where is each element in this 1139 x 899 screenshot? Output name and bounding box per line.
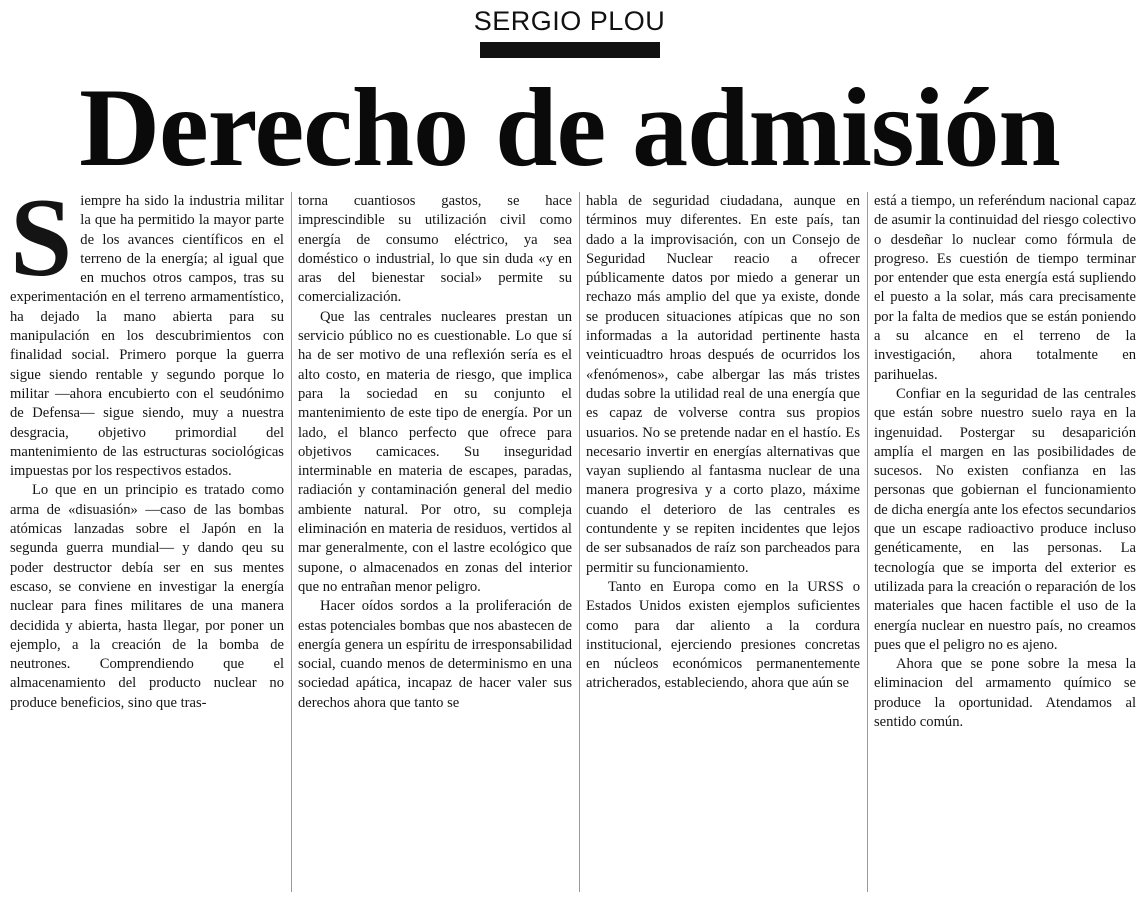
column-divider <box>867 192 868 892</box>
paragraph: Confiar en la seguridad de las centrales que están sobre nuestro suelo raya en la ingenuidad. Postergar su desaparición amplía el margen en las posibilidades de sucesos. No existen confianza en las personas que gobiernan el funcionamiento de dicha energía ante los efectos secundarios que un escape radioactivo produce incluso genéticamente, en las personas. La tecnología que se importa del exterior es utilizada para la creación o reparación de los materiales que hacen factible el uso de la energía nuclear en nuestro país, no creamos pues que el peligro no es ajeno. <box>874 385 1136 653</box>
article-column-4 <box>874 192 1136 892</box>
paragraph: Lo que en un principio es tratado como arma de «disuasión» —caso de las bombas atómicas lanzadas sobre el Japón en la segunda guerra mundial— y dando qeu su poder destructor debía ser en sus mentes escaso, se conviene en investigar la energía nuclear para fines militares de una manera decidida y abierta, hasta llegar, por poner un ejemplo, a la creación de la bomba de neutrones. Comprendiendo que el almacenamiento del producto nuclear no produce beneficios, sino que tras- <box>10 482 284 711</box>
paragraph: Hacer oídos sordos a la proliferación de estas potenciales bombas que nos abastecen de energía genera un espíritu de irresponsabilidad social, cuando menos de determinismo en una sociedad apática, incapaz de hacer valer sus derechos ahora que tanto se <box>298 598 572 711</box>
column-divider <box>291 192 292 892</box>
paragraph: habla de seguridad ciudadana, aunque en términos muy diferentes. En este país, tan dado a la improvisación, con un Consejo de Seguridad Nuclear reacio a ofrecer públicamente datos por miedo a generar un rechazo más amplio del que ya existe, donde se producen situaciones atípicas que no son informadas a la autoridad pertinente hasta veinticuadtro hroas después de ocurridos los «fenómenos», cabe albergar las más tristes dudas sobre la utilidad real de una energía que es capaz de volverse contra sus propios usuarios. No se pretende nadar en el hastío. Es necesario invertir en energías alternativas que vayan supliendo al fantasma nuclear de una manera progresiva y a corto plazo, máxime cuando el deterioro de las centrales es contundente y se repiten incidentes que lejos de ser subsanados de raíz son parcheados para permitir su funcionamiento. <box>586 193 860 576</box>
drop-cap: S <box>10 192 73 300</box>
article-body <box>10 192 1136 892</box>
paragraph: torna cuantiosos gastos, se hace imprescindible su utilización civil como energía de consumo eléctrico, ya sea doméstico o industrial, lo que sin duda «y en aras del bienestar social» permite su comercialización. <box>298 193 572 306</box>
article-column-3 <box>586 192 860 892</box>
paragraph: Ahora que se pone sobre la mesa la eliminacion del armamento químico se produce la oportunidad. Atendamos al sentido común. <box>874 656 1136 731</box>
paragraph: Que las centrales nucleares prestan un servicio público no es cuestionable. Lo que sí ha de ser motivo de una reflexión sería es el alto costo, en materia de riesgo, que implica para la sociedad en su conjunto el mantenimiento de este tipo de energía. Por un lado, el blanco perfecto que ofrece para objetivos camicaces. Su inseguridad interminable en materia de escapes, paradas, radiación y contaminación general del medio ambiente natural. Por otro, su compleja eliminación en materia de residuos, vertidos al mar generalmente, con el lastre ecológico que supone, o almacenados en zonas del interior que no entrañan menor peligro. <box>298 308 572 595</box>
article-column-2 <box>298 192 572 892</box>
article-headline: Derecho de admisión <box>79 66 1060 190</box>
author-byline: SERGIO PLOU <box>473 6 666 36</box>
paragraph: está a tiempo, un referéndum nacional capaz de asumir la continuidad del riesgo colectivo o desdeñar lo nuclear como fórmula de progreso. Es cuestión de tiempo terminar por entender que esta energía está supliendo el puesto a la solar, más cara precisamente por la falta de medios que se están poniendo a su alcance en el terreno de la investigación, ahora totalmente en parihuelas. <box>874 193 1136 383</box>
column-divider <box>579 192 580 892</box>
byline-bar <box>480 42 660 58</box>
paragraph: Tanto en Europa como en la URSS o Estados Unidos existen ejemplos suficientes como para dar aliento a la cordura institucional, ejerciendo presiones concretas en núcleos económicos permanentemente atricherados, estableciendo, ahora que aún se <box>586 578 860 692</box>
paragraph: iempre ha sido la industria militar la que ha permitido la mayor parte de los avances científicos en el terreno de la energía; al igual que en muchos otros campos, tras su experimentación en el terreno armamentístico, ha dejado la mano abierta para su manipulación en los descubrimientos con finalidad social. Primero porque la guerra sigue siendo rentable y segundo porque lo militar —ahora encubierto con el seudónimo de Defensa— sigue siendo, muy a nuestra desgracia, objetivo primordial del mantenimiento de las estructuras sociológicas impuestas por los respectivos estados. <box>10 193 284 480</box>
article-column-1 <box>10 192 284 892</box>
